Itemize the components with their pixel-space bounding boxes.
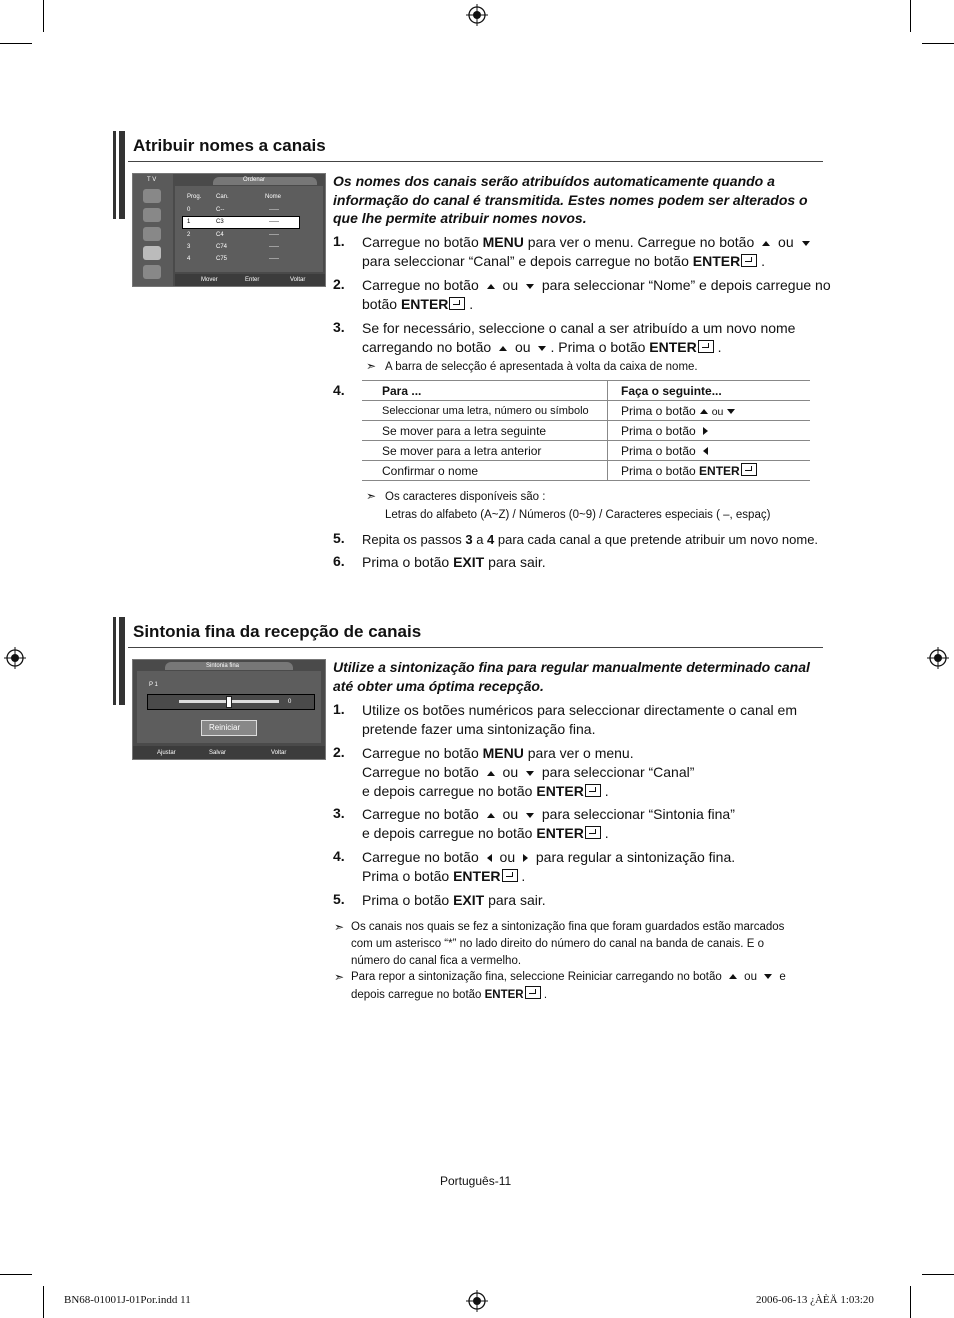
registration-mark-icon <box>4 647 26 669</box>
step-number: 5. <box>333 530 345 546</box>
osd-foot-back: Voltar <box>271 750 287 756</box>
slider-thumb[interactable] <box>226 696 232 708</box>
osd-foot-move: Mover <box>201 277 218 283</box>
tv-osd-screen-ordenar <box>132 173 326 287</box>
table-row: Confirmar o nome Prima o botão ENTER <box>362 461 810 481</box>
table-row: Se mover para a letra anterior Prima o botão <box>362 441 810 461</box>
s1-step5: Repita os passos 3 a 4 para cada canal a que pretende atribuir um novo nome. <box>362 532 819 547</box>
tv-osd-screen-fine-tune <box>132 659 326 760</box>
down-arrow-icon <box>526 771 534 776</box>
s1-note3: A barra de selecção é apresentada à volta da caixa de nome. <box>385 361 698 373</box>
step-number: 6. <box>333 553 345 569</box>
osd-col-nome: Nome <box>265 194 282 200</box>
osd-foot-back: Voltar <box>290 277 306 283</box>
up-arrow-icon <box>487 284 495 289</box>
up-arrow-icon <box>700 409 708 414</box>
footer-file-name: BN68-01001J-01Por.indd 11 <box>64 1294 191 1306</box>
up-arrow-icon <box>729 974 737 979</box>
osd-row-can: C75 <box>216 256 228 262</box>
note-arrow-icon: ➣ <box>334 920 345 934</box>
registration-mark-icon <box>466 1290 488 1312</box>
enter-icon <box>741 254 757 267</box>
osd-foot-save: Salvar <box>209 750 227 756</box>
picture-icon <box>143 208 161 222</box>
osd-row-nome: ----- <box>269 219 279 225</box>
up-arrow-icon <box>762 241 770 246</box>
table-row: Seleccionar uma letra, número ou símbolo Prima o botão ou <box>362 401 810 421</box>
osd-row-can: C4 <box>216 232 224 238</box>
step-number: 1. <box>333 701 345 717</box>
enter-icon <box>449 297 465 310</box>
osd-row-prog: 4 <box>187 256 191 262</box>
enter-icon <box>585 784 601 797</box>
step-number: 2. <box>333 744 345 760</box>
up-arrow-icon <box>487 813 495 818</box>
character-operations-table <box>362 380 810 481</box>
s1-step3: Se for necessário, seleccione o canal a ser atribuído a um novo nome carregando no botão ou . Prima o botão ENTER . <box>362 320 796 355</box>
note-arrow-icon: ➣ <box>366 359 377 373</box>
s2-note1: Os canais nos quais se fez a sintonização fina que foram guardados estão marcados com um asterisco “*” no lado direito do número do canal na banda de canais. E o número do canal fica a vermelho. <box>351 921 785 967</box>
sound-icon <box>143 227 161 241</box>
s1-step6: Prima o botão EXIT para sair. <box>362 554 546 570</box>
osd-tab-title: Sintonia fina <box>206 663 240 669</box>
osd-row-can: C-- <box>216 207 225 213</box>
right-arrow-icon <box>703 427 708 435</box>
osd-row-can: C3 <box>216 219 224 225</box>
section1-intro: Os nomes dos canais serão atribuídos automaticamente quando a informação do canal é transmitida. Estes nomes podem ser alterados o que lhe permite atribuir nomes novos. <box>333 173 808 226</box>
osd-row-prog: 3 <box>187 244 191 250</box>
up-arrow-icon <box>487 771 495 776</box>
osd-tab-title: Ordenar <box>243 177 266 183</box>
setup-icon <box>143 265 161 279</box>
down-arrow-icon <box>526 813 534 818</box>
step-number: 3. <box>333 319 345 335</box>
right-arrow-icon <box>523 854 528 862</box>
step-number: 4. <box>333 848 345 864</box>
osd-sidebar-label: T V <box>147 177 157 183</box>
enter-icon <box>525 986 541 999</box>
down-arrow-icon <box>538 346 546 351</box>
s1-step2: Carregue no botão ou para seleccionar “Nome” e depois carregue no botão ENTER . <box>362 277 831 312</box>
down-arrow-icon <box>802 241 810 246</box>
s2-step2: Carregue no botão MENU para ver o menu. Carregue no botão ou para seleccionar “Canal” e depois carregue no botão ENTER . <box>362 745 695 799</box>
s2-step3: Carregue no botão ou para seleccionar “Sintonia fina” e depois carregue no botão ENTER . <box>362 806 735 841</box>
osd-col-can: Can. <box>216 194 229 200</box>
step-number: 1. <box>333 233 345 249</box>
table-header: Para ... <box>362 381 608 401</box>
osd-row-nome: ----- <box>269 256 279 262</box>
osd-row-nome: ----- <box>269 207 279 213</box>
osd-prog: P 1 <box>149 682 158 688</box>
osd-row-prog: 0 <box>187 207 191 213</box>
step-number: 5. <box>333 891 345 907</box>
section2-intro: Utilize a sintonização fina para regular manualmente determinado canal até obter uma óptima recepção. <box>333 659 810 694</box>
left-arrow-icon <box>703 447 708 455</box>
step-number: 2. <box>333 276 345 292</box>
s1-note4a: Os caracteres disponíveis são : <box>385 491 546 503</box>
reset-button-label: Reiniciar <box>209 723 241 732</box>
enter-icon <box>698 340 714 353</box>
osd-foot-enter: Enter <box>245 277 260 283</box>
section-title-fine-tune: Sintonia fina da recepção de canais <box>133 622 422 641</box>
table-header: Faça o seguinte... <box>608 381 811 401</box>
down-arrow-icon <box>727 409 735 414</box>
step-number: 4. <box>333 382 345 398</box>
osd-row-prog: 2 <box>187 232 191 238</box>
registration-mark-icon <box>927 647 949 669</box>
s2-note2: Para repor a sintonização fina, seleccione Reiniciar carregando no botão ou e depois carregue no botão ENTER . <box>351 971 786 1001</box>
osd-col-prog: Prog. <box>187 194 202 200</box>
registration-mark-icon <box>466 4 488 26</box>
down-arrow-icon <box>764 974 772 979</box>
s2-step5: Prima o botão EXIT para sair. <box>362 892 546 908</box>
osd-foot-adjust: Ajustar <box>157 750 176 756</box>
section-title-channel-names: Atribuir nomes a canais <box>133 136 326 155</box>
up-arrow-icon <box>499 346 507 351</box>
note-arrow-icon: ➣ <box>334 970 345 984</box>
osd-row-can: C74 <box>216 244 228 250</box>
footer-timestamp: 2006-06-13 ¿ÀÈÄ 1:03:20 <box>756 1294 874 1306</box>
step-number: 3. <box>333 805 345 821</box>
s2-step1: Utilize os botões numéricos para seleccionar directamente o canal em pretende fazer uma sintonização fina. <box>362 702 797 737</box>
left-arrow-icon <box>487 854 492 862</box>
enter-icon <box>502 869 518 882</box>
down-arrow-icon <box>526 284 534 289</box>
note-arrow-icon: ➣ <box>366 489 377 503</box>
enter-icon <box>585 826 601 839</box>
s2-step4: Carregue no botão ou para regular a sintonização fina. Prima o botão ENTER . <box>362 849 736 884</box>
osd-row-nome: ----- <box>269 232 279 238</box>
enter-icon <box>741 463 757 476</box>
s1-step1: Carregue no botão MENU para ver o menu. Carregue no botão ou para seleccionar “Canal” e depois carregue no botão ENTER . <box>362 233 832 271</box>
page-number: Português-11 <box>440 1174 512 1188</box>
channel-icon <box>143 246 161 260</box>
s1-note4b: Letras do alfabeto (A~Z) / Números (0~9) / Caracteres especiais ( –, espaç) <box>385 509 771 521</box>
picture-icon <box>143 189 161 203</box>
osd-row-prog: 1 <box>187 219 191 225</box>
table-row: Se mover para a letra seguinte Prima o botão <box>362 421 810 441</box>
slider-value: 0 <box>288 699 292 705</box>
osd-row-nome: ----- <box>269 244 279 250</box>
